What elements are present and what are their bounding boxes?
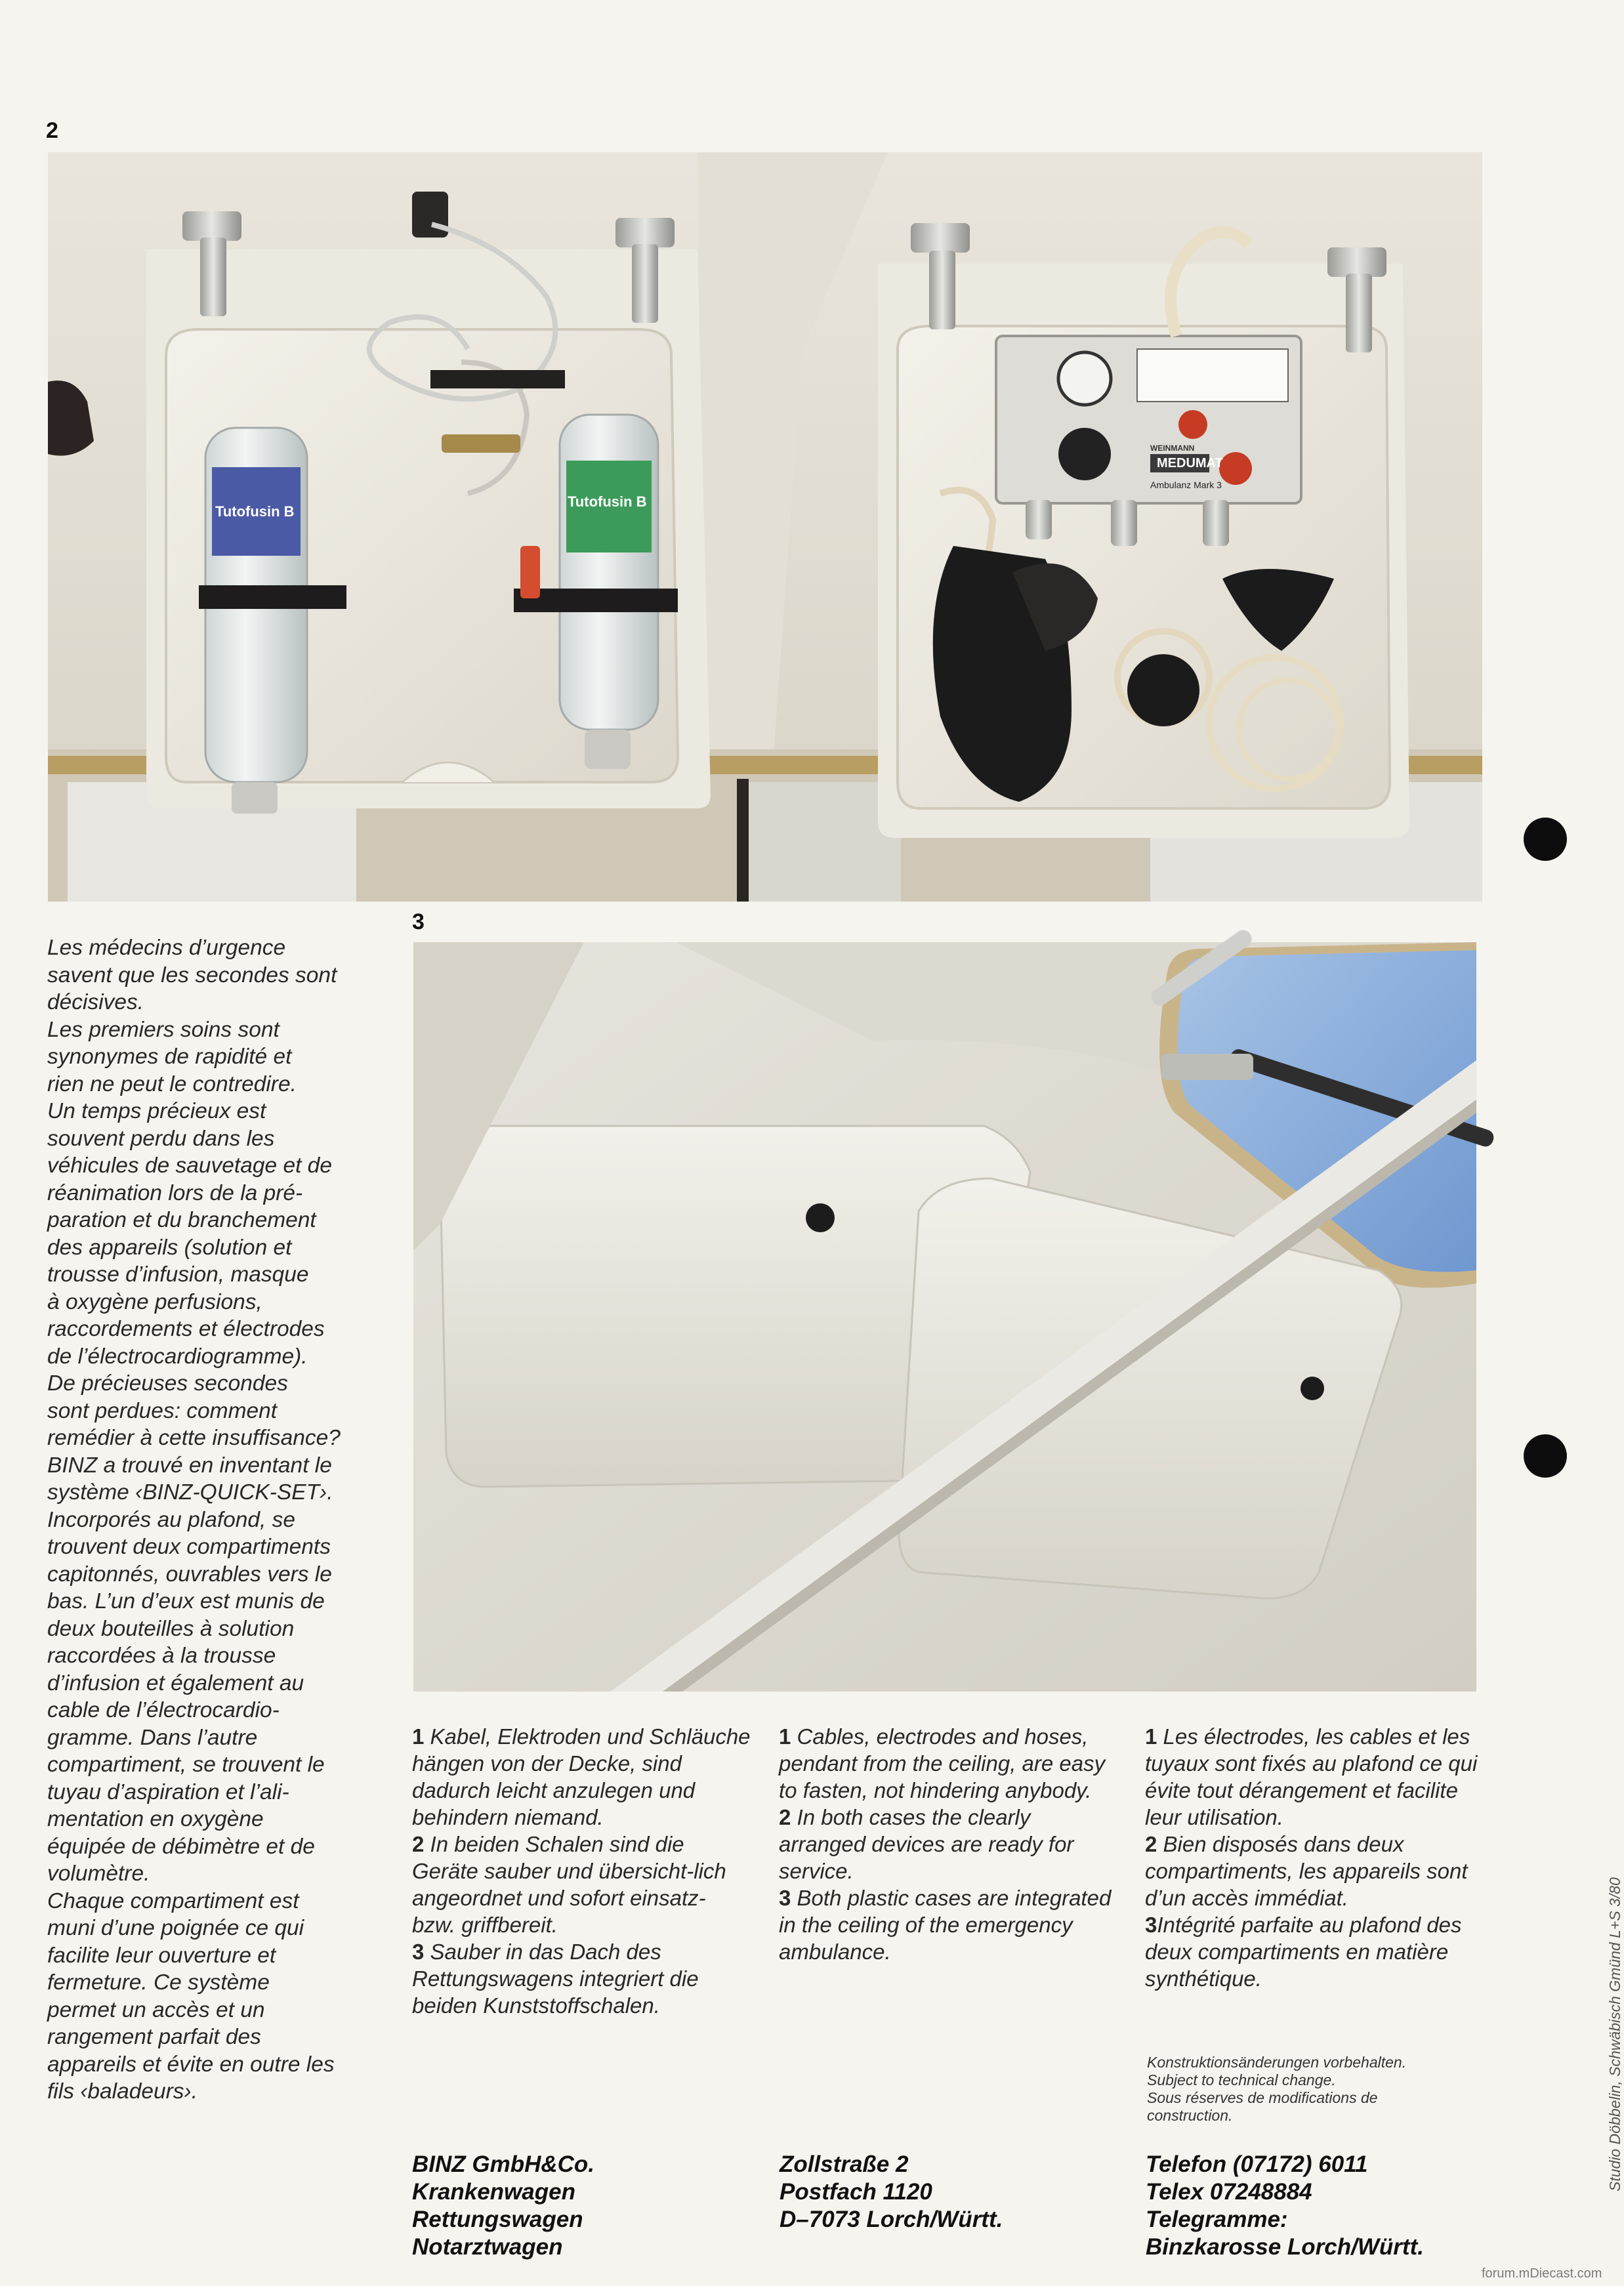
bottle-left-label: Tutofusin B <box>215 503 295 520</box>
street-block: Zollstraße 2 Postfach 1120 D–7073 Lorch/Württ. <box>780 2151 1003 2232</box>
caption-fr-2: 2 Bien disposés dans deux compartiments, les appareils sont d’un accès immédiat. <box>1145 1832 1468 1910</box>
caption-english <box>779 1723 1120 1965</box>
body-text: Les médecins d’urgence savent que les secondes sont décisives. Les premiers soins sont synonymes de rapidité et rien ne peut le contredire. Un temps précieux est souvent perdu dans les véhicules de sauvetage et de réanimation lors de la pré- paration et du branchement des appareils (solution et trousse d’infusion, masque à oxygène perfusions, raccordements et électrodes de l’électrocardiogramme). De précieuses secondes sont perdues: comment remédier à cette insuffisance? BINZ a trouvé en inventant le système ‹BINZ-QUICK-SET›. Incorporés au plafond, se trouvent deux compartiments capitonnés, ouvrables vers le bas. L’un d’eux est munis de deux bouteilles à solution raccordées à la trousse d’infusion et également au cable de l’électrocardio- gramme. Dans l’autre compartiment, se trouvent le tuyau d’aspiration et l’ali- mentation en oxygène équipée de débimètre et de volumètre. Chaque compartiment est muni d’une poignée ce qui facilite leur ouverture et fermeture. Ce système permet un accès et un rangement parfait des appareils et évite en outre les fils ‹baladeurs›. <box>47 936 341 2104</box>
photo-ceiling-compartments-open <box>48 152 1482 902</box>
technical-change-note: Konstruktionsänderungen vorbehalten. Subject to technical change. Sous réserves de modifications de construction. <box>1147 2054 1407 2124</box>
company-block: BINZ GmbH&Co. Krankenwagen Rettungswagen Notarztwagen <box>412 2151 595 2260</box>
binder-hole-bottom <box>1524 1434 1567 1478</box>
caption-fr-3: 3Intégrité parfaite au plafond des deux compartiments en matière synthétique. <box>1145 1913 1462 1991</box>
studio-credit: Studio Döbbelin, Schwäbisch Gmünd L+S 3/80 <box>1606 1877 1623 2192</box>
figure-2-label: 2 <box>46 118 58 143</box>
device-maker-text: WEINMANN <box>1150 444 1195 453</box>
watermark: forum.mDiecast.com <box>1482 2266 1602 2281</box>
caption-de-3: 3 Sauber in das Dach des Rettungswagens integriert die beiden Kunststoffschalen. <box>412 1940 699 2018</box>
caption-german <box>412 1723 753 2019</box>
bottle-right-label: Tutofusin B <box>568 493 647 510</box>
caption-fr-1: 1 Les électrodes, les cables et les tuyaux sont fixés au plafond ce qui évite tout dérangement et facilite leur utilisation. <box>1145 1724 1478 1829</box>
body-text-column <box>47 934 402 2106</box>
contact-block: Telefon (07172) 6011 Telex 07248884 Telegramme: Binzkarosse Lorch/Württ. <box>1146 2151 1424 2260</box>
photo-ceiling-compartments-closed <box>413 942 1476 1692</box>
caption-en-2: 2 In both cases the clearly arranged devices are ready for service. <box>779 1805 1074 1883</box>
device-model-text: Ambulanz Mark 3 <box>1150 480 1222 490</box>
device-brand-text: MEDUMAT <box>1157 456 1223 470</box>
caption-en-1: 1 Cables, electrodes and hoses, pendant from the ceiling, are easy to fasten, not hindering anybody. <box>779 1724 1106 1802</box>
caption-french <box>1145 1723 1486 1992</box>
caption-de-1: 1 Kabel, Elektroden und Schläuche hängen von der Decke, sind dadurch leicht anzulegen und behindern niemand. <box>412 1724 751 1829</box>
caption-en-3: 3 Both plastic cases are integrated in the ceiling of the emergency ambulance. <box>779 1886 1112 1964</box>
caption-de-2: 2 In beiden Schalen sind die Geräte sauber und übersicht-lich angeordnet und sofort einsatz- bzw. griffbereit. <box>412 1832 726 1937</box>
binder-hole-top <box>1524 818 1567 861</box>
figure-3-label: 3 <box>412 909 425 934</box>
